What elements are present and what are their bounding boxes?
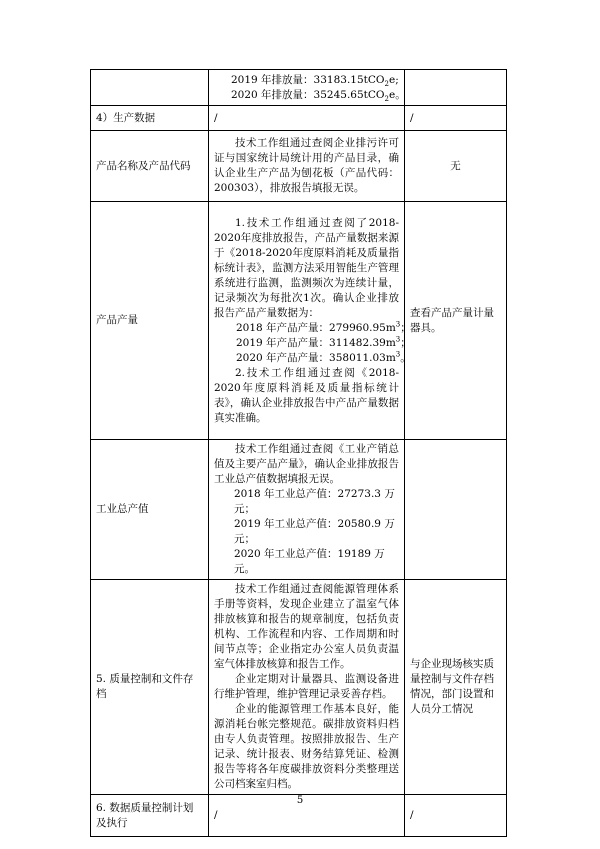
output-line: 2018 年工业总产值：27273.3 万元； [234,488,395,515]
table-row [91,580,507,795]
note-cell [405,440,507,580]
row-label: 工业总产值 [91,440,209,580]
page-number: 5 [296,795,304,806]
table-row [91,440,507,580]
label-cell [91,70,209,106]
row-label: 6. 数据质量控制计划及执行 [91,795,209,837]
row-label: 4）生产数据 [91,106,209,131]
emissions-cell [209,70,405,106]
note-cell: / [405,795,507,837]
emission-line: 2019 年排放量：33183.15tCO$_2$e; [231,73,399,88]
mid-cell: 技术工作组通过查阅《工业产销总值及主要产品产量》，确认企业排放报告工业总产值数据填报无误。 2018 年工业总产值：27273.3 万元； 2019 年工业总产值：20580.9 万元； 2020 年工业总产值：19189 万元。 [209,440,405,580]
output-line: 2020 年产品产量：$358011.03m^3$。 [236,350,411,364]
note-cell: 无 [405,131,507,202]
output-line: 2018 年产品产量：$279960.95m^3$； [236,320,411,334]
note-cell: 与企业现场核实质量控制与文件存档情况，部门设置和人员分工情况 [405,580,507,795]
note-cell: / [405,106,507,131]
mid-cell: / [209,795,405,837]
mid-cell: / [209,106,405,131]
mid-cell: 技术工作组通过查阅企业排污许可证与国家统计局统计用的产品目录，确认企业生产产品为刨花板（产品代码：200303），排放报告填报无误。 [209,131,405,202]
note-cell: 查看产品产量计量器具。 [405,202,507,440]
mid-cell: 1.技术工作组通过查阅了2018-2020年度排放报告，产品产量数据来源于《2018-2020年度原料消耗及质量指标统计表》，监测方法采用智能生产管理系统进行监测，监测频次为连续计量，记录频次为每批次1次。确认企业排放报告产品产量数据为： 2018 年产品产量：$279960.95m^3$； 2019 年产品产量：$311482.39m^3$； 2020 年产品产量：$358011.03m^3$。 2.技术工作组通过查阅《2018-2020年度原料消耗及质量指标统计表》，确认企业排放报告中产品产量数据真实准确。 [209,202,405,440]
mid-cell: 技术工作组通过查阅能源管理体系手册等资料，发现企业建立了温室气体排放核算和报告的规章制度，包括负责机构、工作流程和内容、工作周期和时间节点等；企业指定办公室人员负责温室气体排放核算和报告工作。 企业定期对计量器具、监测设备进行维护管理，维护管理记录妥善存档。 企业的能源管理工作基本良好，能源消耗台帐完整规范。碳排放资料归档由专人负责管理。按照排放报告、生产记录、统计报表、财务结算凭证、检测报告等将各年度碳排放资料分类整理送公司档案室归档。 [209,580,405,795]
row-label: 产品产量 [91,202,209,440]
table-row [91,70,507,106]
output-line: 2019 年产品产量：$311482.39m^3$； [236,335,411,349]
table-row [91,131,507,202]
output-line: 2020 年工业总产值：19189 万元。 [234,548,385,575]
table-row [91,106,507,131]
row-label: 5. 质量控制和文件存档 [91,580,209,795]
output-line: 2019 年工业总产值：20580.9 万元； [234,518,395,545]
note-cell [405,70,507,106]
verification-table [90,69,507,837]
table-row [91,202,507,440]
emission-line: 2020 年排放量：35245.65tCO$_2$e。 [231,88,406,103]
row-label: 产品名称及产品代码 [91,131,209,202]
